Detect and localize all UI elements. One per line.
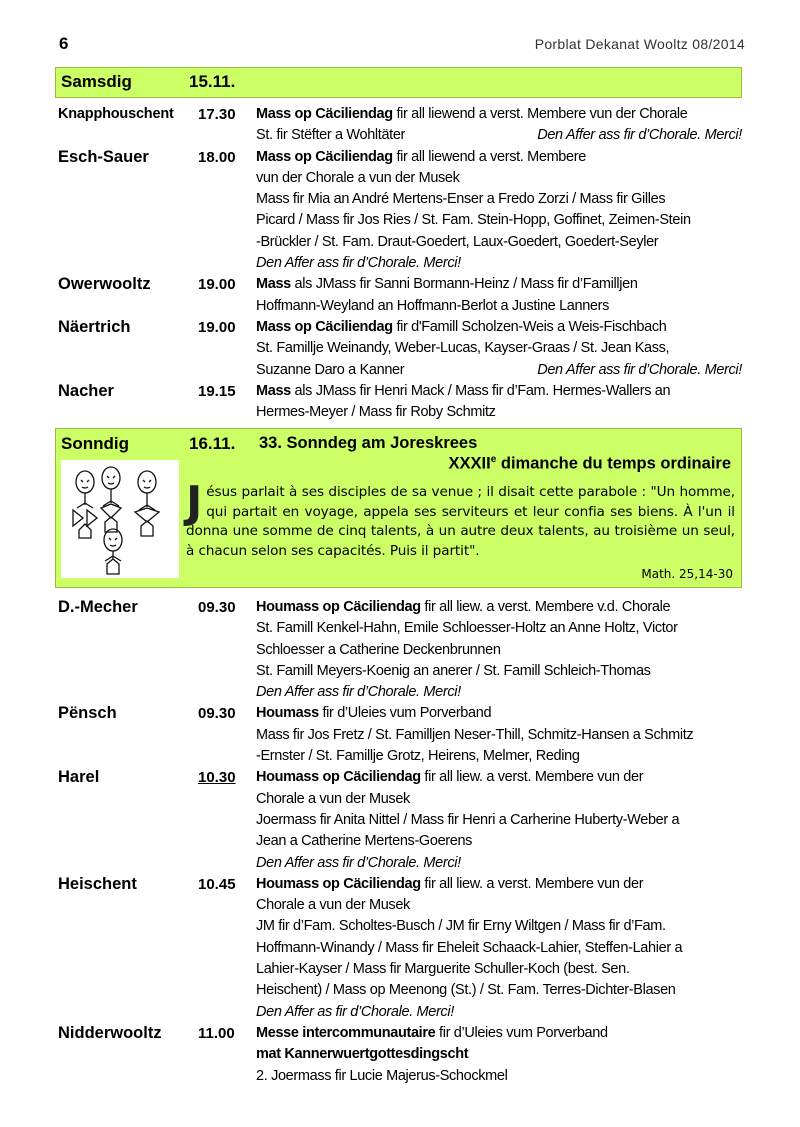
gospel-quote [186, 477, 735, 562]
saturday-header [55, 67, 742, 98]
date-label: 15.11. [189, 72, 236, 91]
mass-detail: fir all liew. a verst. Membere vun der [420, 769, 644, 786]
page-number: 6 [59, 34, 69, 53]
mass-detail: Hermes-Meyer / Mass fir Roby Schmitz [256, 404, 496, 421]
place-name: Owerwooltz [58, 275, 151, 294]
offering-note: Den Affer ass fir d’Chorale. Merci! [537, 361, 742, 378]
sunday-header [55, 428, 742, 588]
mass-time: 17.30 [198, 106, 236, 123]
offering-note: Den Affer as fir d’Chorale. Merci! [256, 1003, 454, 1020]
schedule-entry [55, 317, 745, 381]
saturday-schedule [55, 104, 745, 423]
mass-detail: fir all liewend a verst. Membere [392, 148, 586, 165]
mass-time: 18.00 [198, 148, 236, 166]
mass-time: 19.15 [198, 382, 236, 400]
mass-detail: Lahier-Kayser / Mass fir Marguerite Schuller-Koch (best. Sen. [256, 961, 630, 978]
schedule-entry [55, 274, 745, 317]
offering-note: Den Affer ass fir d’Chorale. Merci! [256, 684, 461, 701]
mass-detail: als JMass fir Henri Mack / Mass fir d’Fam. Hermes-Wallers an [290, 382, 671, 399]
mass-detail: St. Famill Meyers-Koenig an anerer / St. Famill Schleich-Thomas [256, 662, 651, 679]
schedule-entry [55, 597, 745, 703]
mass-time: 10.45 [198, 875, 236, 893]
mass-type: Mass op Cäciliendag [256, 148, 393, 165]
date-label: 16.11. [189, 434, 236, 453]
place-name: D.-Mecher [58, 598, 138, 616]
place-name: Näertrich [58, 317, 131, 336]
place-name: Harel [58, 768, 100, 787]
mass-detail: St. Famillje Weinandy, Weber-Lucas, Kayser-Graas / St. Jean Kass, [256, 340, 670, 357]
mass-detail: JM fir d’Fam. Scholtes-Busch / JM fir Erny Wiltgen / Mass fir d’Fam. [256, 918, 666, 935]
mass-detail: Chorale a vun der Musek [256, 897, 410, 914]
mass-detail: Joermass fir Anita Nittel / Mass fir Henri a Carherine Huberty-Weber a [256, 811, 680, 828]
mass-detail: als JMass fir Sanni Bormann-Heinz / Mass fir d’Familljen [290, 276, 638, 293]
mass-time: 19.00 [198, 318, 236, 336]
mass-detail: Schloesser a Catherine Deckenbrunnen [256, 641, 501, 658]
mass-detail: fir all liewend a verst. Membere vun der Chorale [392, 106, 688, 122]
offering-note: Den Affer ass fir d’Chorale. Merci! [256, 854, 461, 871]
place-name: Heischent [58, 874, 137, 893]
mass-detail: Picard / Mass fir Jos Ries / St. Fam. Stein-Hopp, Goffinet, Zeimen-Stein [256, 212, 691, 229]
mass-detail: Suzanne Daro a Kanner [256, 361, 405, 378]
schedule-entry [55, 147, 745, 275]
offering-note: Den Affer ass fir d’Chorale. Merci! [256, 255, 461, 272]
mass-type: Mass op Cäciliendag [256, 318, 393, 335]
mass-time: 19.00 [198, 276, 236, 294]
schedule-entry [55, 1023, 745, 1087]
schedule-entry [55, 703, 745, 767]
mass-detail: fir d’Uleies vum Porverband [318, 705, 492, 722]
schedule-entry [55, 767, 745, 873]
place-name: Esch-Sauer [58, 147, 149, 166]
mass-detail: mat Kannerwuertgottesdingscht [256, 1046, 469, 1063]
mass-detail: 2. Joermass fir Lucie Majerus-Schockmel [256, 1067, 508, 1084]
sunday-subtitle: XXXIIe dimanche du temps ordinaire [448, 454, 731, 473]
mass-detail: Mass fir Mia an André Mertens-Enser a Fredo Zorzi / Mass fir Gilles [256, 191, 666, 208]
sunday-title: 33. Sonndeg am Joreskrees [259, 434, 478, 452]
mass-detail: fir all liew. a verst. Membere v.d. Chorale [420, 599, 671, 615]
day-label: Samsdig [61, 72, 132, 91]
mass-detail: fir d'Famill Scholzen-Weis a Weis-Fischbach [392, 318, 667, 335]
mass-detail: St. fir Stëfter a Wohltäter [256, 127, 406, 144]
mass-type: Mass op Cäciliendag [256, 106, 393, 122]
mass-type: Houmass op Cäciliendag [256, 875, 421, 892]
mass-detail: St. Famill Kenkel-Hahn, Emile Schloesser-Holtz an Anne Holtz, Victor [256, 620, 678, 637]
schedule-entry [55, 381, 745, 424]
gospel-reference: Math. 25,14-30 [641, 567, 733, 581]
mass-type: Houmass [256, 705, 319, 722]
day-label: Sonndig [61, 434, 129, 453]
mass-detail: Chorale a vun der Musek [256, 790, 410, 807]
mass-type: Messe intercommunautaire [256, 1024, 436, 1041]
mass-type: Houmass op Cäciliendag [256, 599, 421, 615]
mass-time: 10.30 [198, 769, 236, 787]
place-name: Nidderwooltz [58, 1023, 162, 1042]
place-name: Nacher [58, 381, 114, 400]
place-name: Knapphouschent [58, 106, 174, 122]
mass-type: Mass [256, 382, 291, 399]
mass-detail: fir d’Uleies vum Porverband [435, 1024, 608, 1041]
offering-note: Den Affer ass fir d’Chorale. Merci! [537, 127, 742, 144]
mass-detail: Hoffmann-Winandy / Mass fir Eheleit Schaack-Lahier, Steffen-Lahier a [256, 939, 683, 956]
mass-time: 11.00 [198, 1024, 235, 1042]
mass-detail: vun der Chorale a vun der Musek [256, 169, 460, 186]
gospel-text: ésus parlait à ses disciples de sa venue ; il disait cette parabole : "Un homme, qui partait en voyage, appela ses serviteurs et leur confia ses biens. À l'un il donna une somme de cinq talents, à un autre deux talents, au troisième un seul, à chacun selon ses capacités. Puis il partit". [186, 484, 735, 560]
page-header [55, 30, 745, 54]
mass-detail: -Ernster / St. Famillje Grotz, Heirens, Melmer, Reding [256, 748, 580, 765]
sunday-schedule [55, 597, 745, 1087]
mass-detail: Heischent) / Mass op Meenong (St.) / St. Fam. Terres-Dichter-Blasen [256, 982, 676, 999]
mass-type: Houmass op Cäciliendag [256, 769, 421, 786]
mass-detail: Jean a Catherine Mertens-Goerens [256, 833, 473, 850]
drop-cap: J [186, 477, 203, 528]
running-head: Porblat Dekanat Wooltz 08/2014 [534, 36, 745, 52]
mass-detail: -Brückler / St. Fam. Draut-Goedert, Laux-Goedert, Goedert-Seyler [256, 233, 659, 250]
schedule-entry [55, 874, 745, 1023]
mass-detail: fir all liew. a verst. Membere vun der [420, 875, 644, 892]
disciples-illustration-icon [61, 460, 179, 578]
mass-type: Mass [256, 276, 291, 293]
mass-detail: Hoffmann-Weyland an Hoffmann-Berlot a Justine Lanners [256, 297, 610, 314]
mass-time: 09.30 [198, 705, 236, 723]
mass-time: 09.30 [198, 599, 236, 616]
place-name: Pënsch [58, 704, 117, 723]
mass-detail: Mass fir Jos Fretz / St. Familljen Neser-Thill, Schmitz-Hansen a Schmitz [256, 726, 694, 743]
schedule-entry [55, 104, 745, 147]
